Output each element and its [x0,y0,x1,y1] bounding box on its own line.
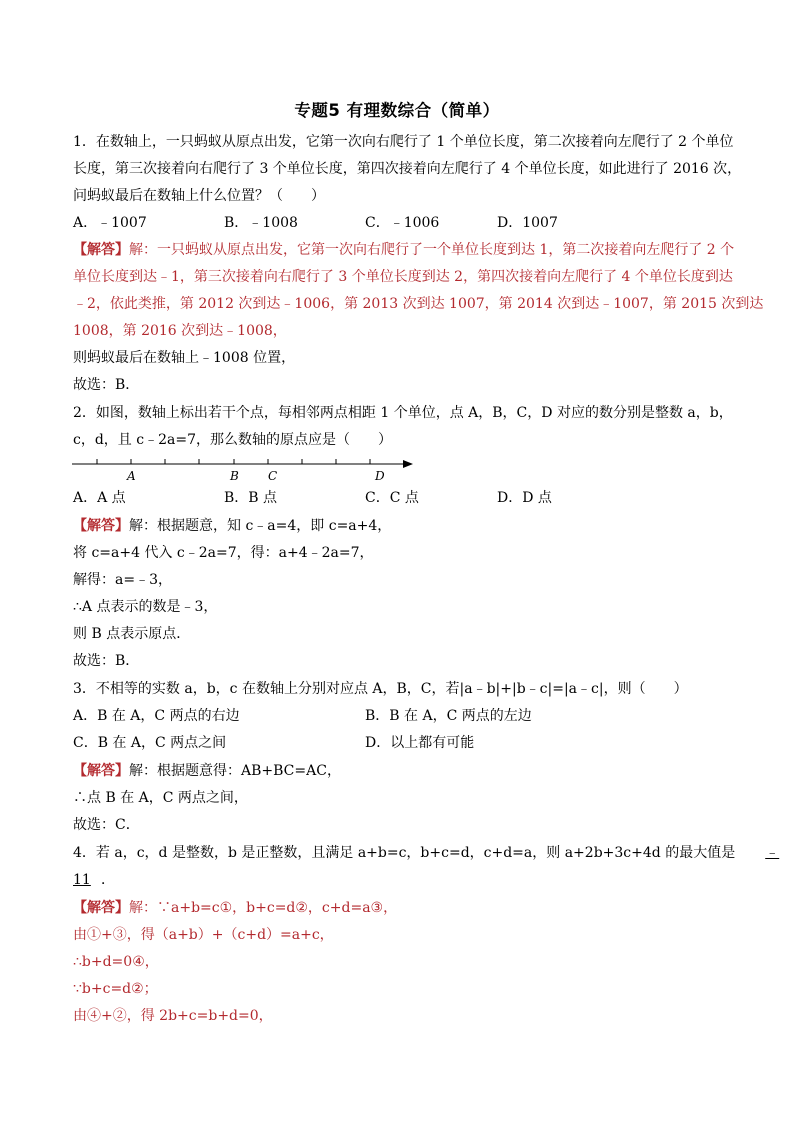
q4-answer-line-1 [73,898,397,918]
q4-answer-line-2: 由①+③，得（a+b）+（c+d）=a+c， [73,927,334,943]
q4-answer-tag: 【解答】 [73,900,129,916]
q3-line: 3．不相等的实数 a，b，c 在数轴上分别对应点 A，B，C，若|a﹣b|+|b﹣c|=|a﹣c|，则（ ） [73,681,688,697]
q3-answer-line-2: ∴点 B 在 A，C 两点之间， [73,790,248,806]
q2-option-b: B．B 点 [224,490,278,506]
q1-option-b: B．﹣1008 [224,215,298,231]
number-line-arrow [403,460,413,468]
q1-answer-line-4: 1008，第 2016 次到达﹣1008， [73,323,287,339]
q4-blank-part-a: ﹣ [765,845,780,861]
q1-option-d: D．1007 [497,215,558,231]
q2-option-a: A．A 点 [73,490,126,506]
q2-line-2: c，d，且 c﹣2a=7，那么数轴的原点应是（ ） [73,432,392,448]
q1-answer-tag: 【解答】 [73,242,129,258]
q4-answer-line-4: ∵b+c=d②； [73,981,158,997]
q2-option-c: C．C 点 [365,490,419,506]
q1-option-c: C．﹣1006 [365,215,440,231]
q4-question-text: 4．若 a，c，d 是整数，b 是正整数，且满足 a+b=c，b+c=d，c+d=a，则 a+2b+3c+4d 的最大值是 [73,845,736,861]
q2-choice: 故选：B． [73,653,140,669]
q2-answer-line-2: 将 c=a+4 代入 c﹣2a=7，得：a+4﹣2a=7， [73,545,374,561]
q3-option-d: D．以上都有可能 [365,735,475,751]
axis-label-c: C [268,469,278,483]
q1-line-3: 问蚂蚁最后在数轴上什么位置？（ ） [73,188,325,204]
q4-answer-line-5: 由④+②，得 2b+c=b+d=0， [73,1008,273,1024]
q2-option-d: D．D 点 [497,490,552,506]
axis-label-a: A [127,469,136,483]
q1-conclusion: 则蚂蚁最后在数轴上﹣1008 位置， [73,350,296,366]
q3-option-c: C．B 在 A，C 两点之间 [73,735,227,751]
q1-answer-line-2: 单位长度到达﹣1，第三次接着向右爬行了 3 个单位长度到达 2，第四次接着向左爬行了 4 个单位长度到达 [73,269,733,285]
q3-option-a: A．B 在 A，C 两点的右边 [73,708,240,724]
q3-option-b: B．B 在 A，C 两点的左边 [365,708,532,724]
q4-line-end: ． [101,872,115,888]
axis-label-b: B [230,469,239,483]
q3-answer-text-1: 解：根据题意得：AB+BC=AC， [129,763,341,779]
q2-line-1: 2．如图，数轴上标出若干个点，每相邻两点相距 1 个单位，点 A，B，C，D 对应的数分别是整数 a，b， [73,405,733,421]
q4-answer-text-1: 解：∵a+b=c①，b+c=d②，c+d=a③， [129,900,398,916]
q1-choice: 故选：B． [73,377,140,393]
q3-choice: 故选：C． [73,817,140,833]
q1-line-1: 1．在数轴上，一只蚂蚁从原点出发，它第一次向右爬行了 1 个单位长度，第二次接着向左爬行了 2 个单位 [73,134,734,150]
q2-answer-line-1 [73,516,391,536]
q1-answer-line-1 [73,240,734,260]
number-line-figure [70,454,420,484]
q4-line-2 [73,870,115,890]
q3-answer-line-1 [73,761,341,781]
q4-answer-line-3: ∴b+d=0④， [73,954,159,970]
q2-answer-line-4: ∴A 点表示的数是﹣3， [73,599,218,615]
q1-option-a: A．﹣1007 [73,215,147,231]
q2-answer-tag: 【解答】 [73,518,129,534]
q1-answer-line-3: ﹣2，依此类推，第 2012 次到达﹣1006，第 2013 次到达 1007，第 2014 次到达﹣1007，第 2015 次到达 [73,296,764,312]
q1-line-2: 长度，第三次接着向右爬行了 3 个单位长度，第四次接着向左爬行了 4 个单位长度，如此进行了 2016 次， [73,161,742,177]
q2-answer-line-3: 解得：a=﹣3， [73,572,172,588]
q3-answer-tag: 【解答】 [73,763,129,779]
q2-answer-text-1: 解：根据题意，知 c﹣a=4，即 c=a+4， [129,518,392,534]
axis-label-d: D [375,469,385,483]
number-line-ticks [97,459,370,464]
q4-blank-part-b: 11 [73,872,91,888]
q2-answer-line-5: 则 B 点表示原点． [73,626,191,642]
q1-answer-text-1: 解：一只蚂蚁从原点出发，它第一次向右爬行了一个单位长度到达 1，第二次接着向左爬行了 2 个 [129,242,735,258]
q4-line [73,843,779,863]
page-title: 专题5 有理数综合（简单） [294,101,500,120]
